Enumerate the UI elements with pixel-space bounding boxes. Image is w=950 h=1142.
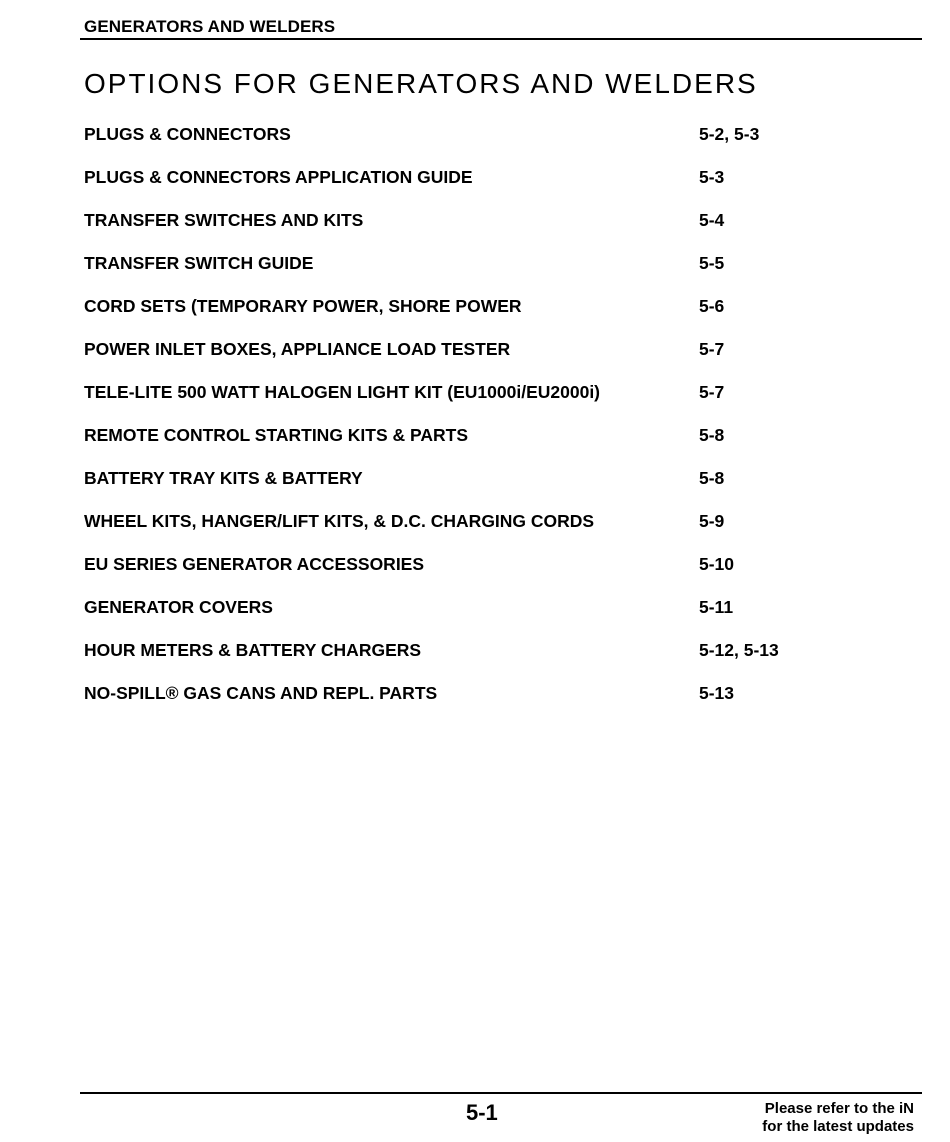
toc-entry-page: 5-10 <box>699 554 735 574</box>
toc-row[interactable] <box>84 421 884 464</box>
toc-row[interactable] <box>84 507 884 550</box>
toc-row[interactable] <box>84 163 884 206</box>
toc-entry-title: REMOTE CONTROL STARTING KITS & PARTS <box>84 425 469 445</box>
toc-entry-page: 5-11 <box>699 597 734 617</box>
toc-entry-title: EU SERIES GENERATOR ACCESSORIES <box>84 554 425 574</box>
toc-entry-page: 5-2, 5-3 <box>699 124 760 144</box>
toc-row[interactable] <box>84 249 884 292</box>
toc-entry-title: PLUGS & CONNECTORS APPLICATION GUIDE <box>84 167 473 187</box>
page-number: 5-1 <box>466 1100 498 1125</box>
page-title: OPTIONS FOR GENERATORS AND WELDERS <box>84 68 758 99</box>
footer-note-line-1: Please refer to the iN <box>764 1100 914 1117</box>
toc-row[interactable] <box>84 593 884 636</box>
toc-entry-title: TRANSFER SWITCH GUIDE <box>84 253 314 273</box>
toc-entry-title: HOUR METERS & BATTERY CHARGERS <box>84 640 422 660</box>
footer-note <box>762 1100 914 1136</box>
toc-entry-page: 5-3 <box>699 167 725 187</box>
toc-entry-page: 5-8 <box>699 468 725 488</box>
toc-row[interactable] <box>84 206 884 249</box>
table-of-contents <box>84 120 884 722</box>
toc-entry-title: NO-SPILL® GAS CANS AND REPL. PARTS <box>84 683 438 703</box>
toc-entry-page: 5-6 <box>699 296 725 316</box>
toc-row[interactable] <box>84 550 884 593</box>
toc-entry-title: CORD SETS (TEMPORARY POWER, SHORE POWER <box>84 296 522 316</box>
toc-entry-title: GENERATOR COVERS <box>84 597 273 617</box>
footer-divider <box>80 1092 922 1094</box>
toc-row[interactable] <box>84 464 884 507</box>
toc-entry-title: TRANSFER SWITCHES AND KITS <box>84 210 364 230</box>
toc-row[interactable] <box>84 120 884 163</box>
toc-entry-title: PLUGS & CONNECTORS <box>84 124 291 144</box>
toc-entry-page: 5-12, 5-13 <box>699 640 779 660</box>
toc-row[interactable] <box>84 292 884 335</box>
toc-entry-page: 5-5 <box>699 253 725 273</box>
toc-entry-page: 5-8 <box>699 425 725 445</box>
toc-row[interactable] <box>84 636 884 679</box>
toc-row[interactable] <box>84 335 884 378</box>
toc-entry-page: 5-7 <box>699 339 725 359</box>
toc-entry-page: 5-9 <box>699 511 725 531</box>
toc-entry-title: TELE-LITE 500 WATT HALOGEN LIGHT KIT (EU1000i/EU2000i) <box>84 382 601 402</box>
toc-entry-title: POWER INLET BOXES, APPLIANCE LOAD TESTER <box>84 339 511 359</box>
toc-entry-title: WHEEL KITS, HANGER/LIFT KITS, & D.C. CHARGING CORDS <box>84 511 595 531</box>
header-divider <box>80 38 922 40</box>
section-header: GENERATORS AND WELDERS <box>84 17 336 36</box>
toc-entry-page: 5-13 <box>699 683 735 703</box>
toc-row[interactable] <box>84 378 884 421</box>
toc-row[interactable] <box>84 679 884 722</box>
footer-note-line-2: for the latest updates <box>762 1118 914 1135</box>
toc-entry-title: BATTERY TRAY KITS & BATTERY <box>84 468 363 488</box>
toc-entry-page: 5-4 <box>699 210 725 230</box>
toc-entry-page: 5-7 <box>699 382 725 402</box>
